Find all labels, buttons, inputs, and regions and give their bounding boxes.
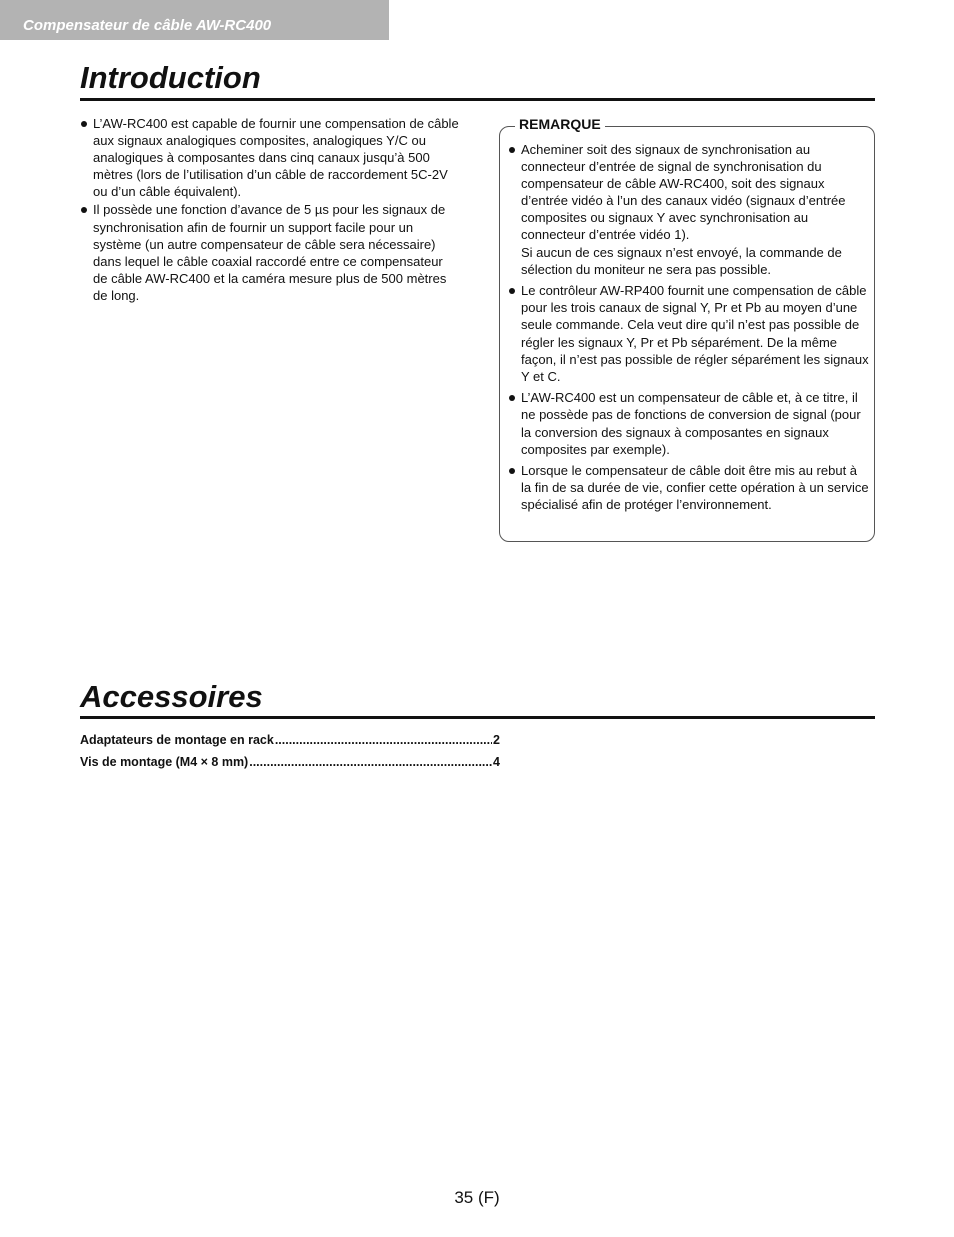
dot-leader [275,733,492,747]
bullet-dot-icon [509,147,515,153]
remarque-list [508,141,870,518]
bullet-dot-icon [509,395,515,401]
accessory-item [80,755,500,773]
accessoires-title: Accessoires [80,679,263,714]
introduction-bullet-text: L’AW-RC400 est capable de fournir une compensation de câble aux signaux analogiques composites, analogiques Y/C ou analogiques à composantes dans cinq canaux jusqu’à 500 mètres (lors de l’utilisation d’un câble de raccordement 5C-2V ou d’un câble équivalent). [93,116,459,200]
introduction-bullet-text: Il possède une fonction d’avance de 5 µs pour les signaux de synchronisation afin de fournir un support facile pour un système (un autre compensateur de câble sera nécessaire) dans lequel le câble coaxial raccordé entre ce compensateur de câble AW-RC400 et la caméra mesure plus de 500 mètres de long. [93,202,447,303]
accessory-count: 2 [493,733,500,747]
accessory-name: Vis de montage (M4 × 8 mm) [80,755,249,769]
bullet-dot-icon [81,121,87,127]
header-tab [0,0,389,40]
accessory-name: Adaptateurs de montage en rack [80,733,274,747]
remarque-title: REMARQUE [515,116,605,132]
bullet-dot-icon [81,207,87,213]
dot-leader [249,755,492,769]
remarque-bullet [508,389,870,457]
bullet-dot-icon [509,468,515,474]
introduction-rule [80,98,875,101]
remarque-bullet-text: Le contrôleur AW-RP400 fournit une compensation de câble pour les trois canaux de signal Y, Pr et Pb au moyen d’une seule commande. Cela veut dire qu’il n’est pas possible de régler les signaux Y, Pr et Pb séparément. De la même façon, il n’est pas possible de régler séparément les signaux Y et C. [521,283,869,384]
remarque-bullet-text: Acheminer soit des signaux de synchronisation au connecteur d’entrée de signal de synchronisation du compensateur de câble AW-RC400, soit des signaux d’entrée vidéo à l’un des canaux vidéo (signaux d’entrée composites ou signaux Y avec synchronisation au connecteur d’entrée vidéo 1). [521,142,846,243]
accessoires-rule [80,716,875,719]
remarque-bullet-text: Lorsque le compensateur de câble doit être mis au rebut à la fin de sa durée de vie, confier cette opération à un service spécialisé afin de protéger l’environnement. [521,463,869,513]
remarque-bullet [508,462,870,513]
page-number: 35 (F) [454,1188,500,1207]
header-tab-label: Compensateur de câble AW-RC400 [23,17,272,34]
accessory-item [80,733,500,751]
remarque-bullet-extra: Si aucun de ces signaux n’est envoyé, la commande de sélection du moniteur ne sera pas possible. [521,244,842,277]
bullet-dot-icon [509,288,515,294]
remarque-bullet [508,282,870,385]
introduction-bullet [80,201,460,304]
accessory-count: 4 [493,755,500,769]
introduction-title: Introduction [80,60,261,95]
remarque-bullet-text: L’AW-RC400 est un compensateur de câble et, à ce titre, il ne possède pas de fonctions de conversion de signal (pour la conversion des signaux à composantes en signaux composites par exemple). [521,390,861,457]
introduction-bullet [80,115,460,200]
introduction-list [80,115,460,305]
remarque-bullet [508,141,870,278]
